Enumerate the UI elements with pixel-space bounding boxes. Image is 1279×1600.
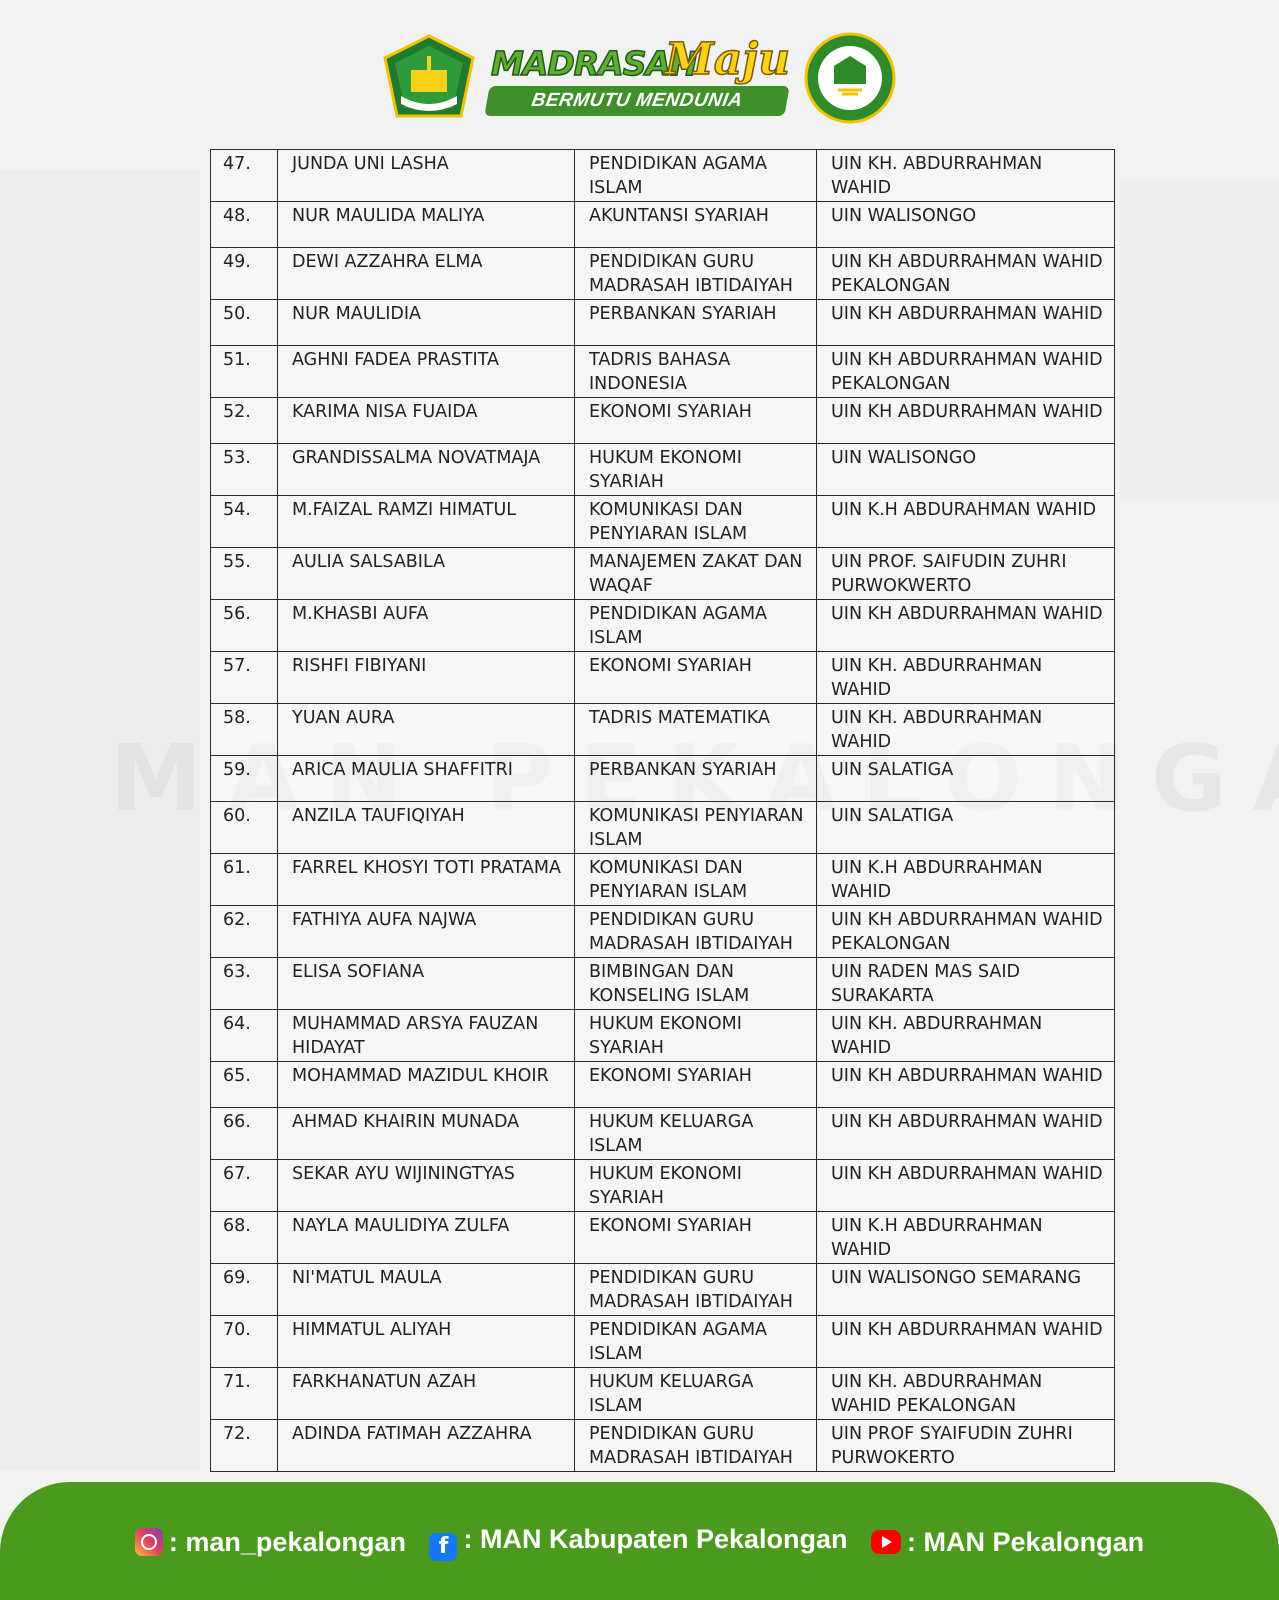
study-program: KOMUNIKASI PENYIARAN ISLAM bbox=[575, 802, 817, 854]
brand-word-madrasah: MADRASAH bbox=[491, 44, 697, 83]
student-name: NUR MAULIDA MALIYA bbox=[278, 202, 575, 248]
row-number: 58. bbox=[211, 704, 278, 756]
student-name: KARIMA NISA FUAIDA bbox=[278, 398, 575, 444]
university: UIN KH. ABDURRAHMAN WAHID bbox=[817, 704, 1115, 756]
university: UIN KH. ABDURRAHMAN WAHID bbox=[817, 652, 1115, 704]
university: UIN KH ABDURRAHMAN WAHID bbox=[817, 1108, 1115, 1160]
study-program: PERBANKAN SYARIAH bbox=[575, 756, 817, 802]
university: UIN KH ABDURRAHMAN WAHID PEKALONGAN bbox=[817, 346, 1115, 398]
university: UIN KH ABDURRAHMAN WAHID PEKALONGAN bbox=[817, 248, 1115, 300]
university: UIN SALATIGA bbox=[817, 756, 1115, 802]
brand-word-maju: Maju bbox=[665, 34, 791, 85]
student-name: FARREL KHOSYI TOTI PRATAMA bbox=[278, 854, 575, 906]
row-number: 66. bbox=[211, 1108, 278, 1160]
student-name: AHMAD KHAIRIN MUNADA bbox=[278, 1108, 575, 1160]
row-number: 48. bbox=[211, 202, 278, 248]
table-row bbox=[211, 248, 1115, 300]
study-program: PENDIDIKAN GURU MADRASAH IBTIDAIYAH bbox=[575, 906, 817, 958]
youtube-link[interactable] bbox=[871, 1527, 1144, 1558]
university: UIN PROF SYAIFUDIN ZUHRI PURWOKERTO bbox=[817, 1420, 1115, 1472]
study-program: PENDIDIKAN GURU MADRASAH IBTIDAIYAH bbox=[575, 1420, 817, 1472]
university: UIN KH ABDURRAHMAN WAHID PEKALONGAN bbox=[817, 906, 1115, 958]
university: UIN RADEN MAS SAID SURAKARTA bbox=[817, 958, 1115, 1010]
table-row bbox=[211, 854, 1115, 906]
row-number: 51. bbox=[211, 346, 278, 398]
brand-title bbox=[487, 34, 791, 88]
student-name: DEWI AZZAHRA ELMA bbox=[278, 248, 575, 300]
row-number: 56. bbox=[211, 600, 278, 652]
study-program: PENDIDIKAN AGAMA ISLAM bbox=[575, 1316, 817, 1368]
study-program: BIMBINGAN DAN KONSELING ISLAM bbox=[575, 958, 817, 1010]
madrasah-maju-logo bbox=[487, 34, 791, 124]
student-name: MUHAMMAD ARSYA FAUZAN HIDAYAT bbox=[278, 1010, 575, 1062]
university: UIN KH. ABDURRAHMAN WAHID bbox=[817, 1010, 1115, 1062]
table-row bbox=[211, 1160, 1115, 1212]
graduates-table bbox=[210, 149, 1115, 1472]
university: UIN PROF. SAIFUDIN ZUHRI PURWOKWERTO bbox=[817, 548, 1115, 600]
row-number: 69. bbox=[211, 1264, 278, 1316]
row-number: 71. bbox=[211, 1368, 278, 1420]
student-name: ELISA SOFIANA bbox=[278, 958, 575, 1010]
table-body bbox=[211, 150, 1115, 1472]
student-name: FATHIYA AUFA NAJWA bbox=[278, 906, 575, 958]
table-row bbox=[211, 756, 1115, 802]
student-name: JUNDA UNI LASHA bbox=[278, 150, 575, 202]
university: UIN WALISONGO bbox=[817, 202, 1115, 248]
student-name: SEKAR AYU WIJININGTYAS bbox=[278, 1160, 575, 1212]
table-row bbox=[211, 398, 1115, 444]
table-row bbox=[211, 150, 1115, 202]
study-program: AKUNTANSI SYARIAH bbox=[575, 202, 817, 248]
row-number: 53. bbox=[211, 444, 278, 496]
instagram-handle: : man_pekalongan bbox=[168, 1527, 406, 1557]
table-row bbox=[211, 704, 1115, 756]
university: UIN K.H ABDURAHMAN WAHID bbox=[817, 496, 1115, 548]
row-number: 60. bbox=[211, 802, 278, 854]
study-program: PENDIDIKAN AGAMA ISLAM bbox=[575, 600, 817, 652]
facebook-icon: f bbox=[429, 1533, 457, 1561]
university: UIN K.H ABDURRAHMAN WAHID bbox=[817, 1212, 1115, 1264]
study-program: PENDIDIKAN GURU MADRASAH IBTIDAIYAH bbox=[575, 248, 817, 300]
facebook-link[interactable] bbox=[429, 1524, 847, 1561]
table-row bbox=[211, 958, 1115, 1010]
student-name: M.KHASBI AUFA bbox=[278, 600, 575, 652]
row-number: 50. bbox=[211, 300, 278, 346]
student-name: NAYLA MAULIDIYA ZULFA bbox=[278, 1212, 575, 1264]
student-name: ADINDA FATIMAH AZZAHRA bbox=[278, 1420, 575, 1472]
student-name: MOHAMMAD MAZIDUL KHOIR bbox=[278, 1062, 575, 1108]
man-pekalongan-logo bbox=[804, 32, 896, 124]
study-program: EKONOMI SYARIAH bbox=[575, 1062, 817, 1108]
university: UIN WALISONGO SEMARANG bbox=[817, 1264, 1115, 1316]
table-row bbox=[211, 1264, 1115, 1316]
row-number: 65. bbox=[211, 1062, 278, 1108]
table-row bbox=[211, 906, 1115, 958]
instagram-icon bbox=[135, 1528, 163, 1556]
student-name: NI'MATUL MAULA bbox=[278, 1264, 575, 1316]
table-row bbox=[211, 444, 1115, 496]
table-row bbox=[211, 1368, 1115, 1420]
student-name: AULIA SALSABILA bbox=[278, 548, 575, 600]
university: UIN SALATIGA bbox=[817, 802, 1115, 854]
student-name: NUR MAULIDIA bbox=[278, 300, 575, 346]
row-number: 55. bbox=[211, 548, 278, 600]
student-name: HIMMATUL ALIYAH bbox=[278, 1316, 575, 1368]
student-name: ARICA MAULIA SHAFFITRI bbox=[278, 756, 575, 802]
row-number: 68. bbox=[211, 1212, 278, 1264]
row-number: 67. bbox=[211, 1160, 278, 1212]
study-program: TADRIS BAHASA INDONESIA bbox=[575, 346, 817, 398]
study-program: HUKUM KELUARGA ISLAM bbox=[575, 1368, 817, 1420]
table-row bbox=[211, 600, 1115, 652]
university: UIN KH ABDURRAHMAN WAHID bbox=[817, 398, 1115, 444]
university: UIN KH ABDURRAHMAN WAHID bbox=[817, 1062, 1115, 1108]
footer bbox=[0, 1482, 1279, 1600]
university: UIN KH ABDURRAHMAN WAHID bbox=[817, 1160, 1115, 1212]
row-number: 49. bbox=[211, 248, 278, 300]
study-program: MANAJEMEN ZAKAT DAN WAQAF bbox=[575, 548, 817, 600]
study-program: PENDIDIKAN GURU MADRASAH IBTIDAIYAH bbox=[575, 1264, 817, 1316]
university: UIN KH ABDURRAHMAN WAHID bbox=[817, 1316, 1115, 1368]
student-name: M.FAIZAL RAMZI HIMATUL bbox=[278, 496, 575, 548]
study-program: HUKUM EKONOMI SYARIAH bbox=[575, 444, 817, 496]
study-program: KOMUNIKASI DAN PENYIARAN ISLAM bbox=[575, 854, 817, 906]
study-program: HUKUM EKONOMI SYARIAH bbox=[575, 1160, 817, 1212]
student-name: YUAN AURA bbox=[278, 704, 575, 756]
study-program: TADRIS MATEMATIKA bbox=[575, 704, 817, 756]
student-name: RISHFI FIBIYANI bbox=[278, 652, 575, 704]
row-number: 72. bbox=[211, 1420, 278, 1472]
table-row bbox=[211, 1420, 1115, 1472]
table-row bbox=[211, 1108, 1115, 1160]
study-program: KOMUNIKASI DAN PENYIARAN ISLAM bbox=[575, 496, 817, 548]
study-program: PERBANKAN SYARIAH bbox=[575, 300, 817, 346]
student-name: ANZILA TAUFIQIYAH bbox=[278, 802, 575, 854]
study-program: EKONOMI SYARIAH bbox=[575, 398, 817, 444]
university: UIN KH. ABDURRAHMAN WAHID bbox=[817, 150, 1115, 202]
row-number: 70. bbox=[211, 1316, 278, 1368]
table-row bbox=[211, 346, 1115, 398]
row-number: 47. bbox=[211, 150, 278, 202]
university: UIN KH. ABDURRAHMAN WAHID PEKALONGAN bbox=[817, 1368, 1115, 1420]
row-number: 61. bbox=[211, 854, 278, 906]
student-name: FARKHANATUN AZAH bbox=[278, 1368, 575, 1420]
facebook-handle: : MAN Kabupaten Pekalongan bbox=[463, 1524, 848, 1554]
header bbox=[0, 30, 1279, 130]
instagram-link[interactable] bbox=[135, 1527, 406, 1558]
university: UIN KH ABDURRAHMAN WAHID bbox=[817, 300, 1115, 346]
study-program: HUKUM EKONOMI SYARIAH bbox=[575, 1010, 817, 1062]
table-row bbox=[211, 1316, 1115, 1368]
study-program: EKONOMI SYARIAH bbox=[575, 652, 817, 704]
table-row bbox=[211, 496, 1115, 548]
table-row bbox=[211, 300, 1115, 346]
background-building-right bbox=[1120, 180, 1279, 500]
kemenag-logo bbox=[381, 34, 477, 120]
study-program: PENDIDIKAN AGAMA ISLAM bbox=[575, 150, 817, 202]
university: UIN KH ABDURRAHMAN WAHID bbox=[817, 600, 1115, 652]
table-row bbox=[211, 548, 1115, 600]
table-row bbox=[211, 1010, 1115, 1062]
row-number: 54. bbox=[211, 496, 278, 548]
row-number: 64. bbox=[211, 1010, 278, 1062]
study-program: EKONOMI SYARIAH bbox=[575, 1212, 817, 1264]
table-row bbox=[211, 802, 1115, 854]
student-name: GRANDISSALMA NOVATMAJA bbox=[278, 444, 575, 496]
row-number: 57. bbox=[211, 652, 278, 704]
row-number: 63. bbox=[211, 958, 278, 1010]
study-program: HUKUM KELUARGA ISLAM bbox=[575, 1108, 817, 1160]
brand-tagline: BERMUTU MENDUNIA bbox=[484, 86, 789, 116]
university: UIN K.H ABDURRAHMAN WAHID bbox=[817, 854, 1115, 906]
row-number: 62. bbox=[211, 906, 278, 958]
student-name: AGHNI FADEA PRASTITA bbox=[278, 346, 575, 398]
youtube-handle: : MAN Pekalongan bbox=[907, 1527, 1145, 1557]
table-row bbox=[211, 202, 1115, 248]
social-links bbox=[0, 1524, 1279, 1561]
table-row bbox=[211, 1212, 1115, 1264]
table-row bbox=[211, 1062, 1115, 1108]
row-number: 59. bbox=[211, 756, 278, 802]
row-number: 52. bbox=[211, 398, 278, 444]
table-row bbox=[211, 652, 1115, 704]
university: UIN WALISONGO bbox=[817, 444, 1115, 496]
youtube-icon bbox=[871, 1530, 901, 1554]
